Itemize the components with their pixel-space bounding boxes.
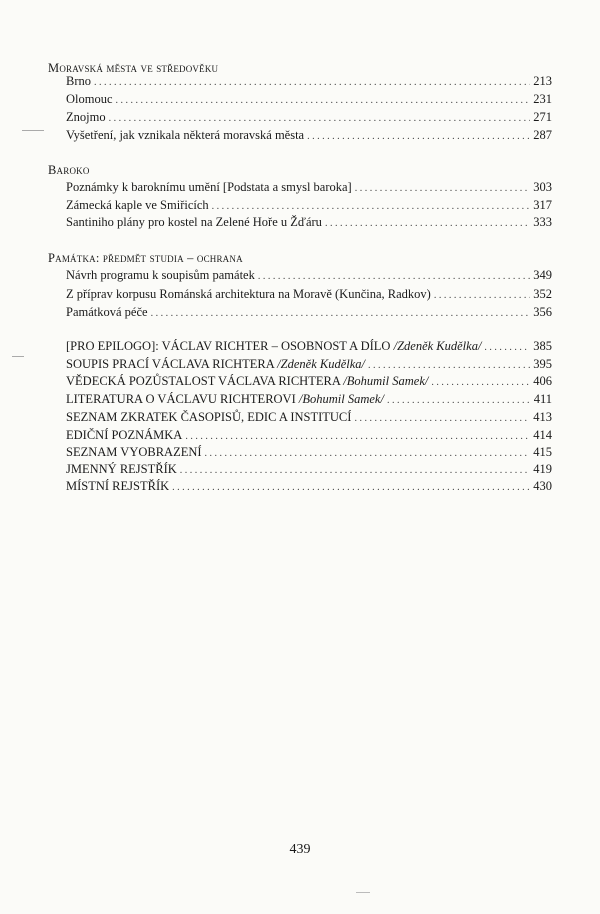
dot-leader: [151, 306, 531, 322]
toc-entry: [66, 373, 552, 391]
entry-page: 406: [533, 374, 552, 388]
dot-leader: [368, 358, 530, 374]
entry-page: 287: [533, 128, 552, 142]
entry-title: SOUPIS PRACÍ VÁCLAVA RICHTERA /Zdeněk Kudělka/: [66, 357, 365, 371]
dot-leader: [354, 411, 530, 427]
toc-entry: [66, 214, 552, 232]
entry-author: /Zdeněk Kudělka/: [277, 357, 365, 371]
dot-leader: [355, 181, 531, 197]
entry-page: 411: [533, 392, 552, 406]
entry-title: Památková péče: [66, 305, 148, 319]
toc-entry: [66, 91, 552, 109]
entry-title: Návrh programu k soupisům památek: [66, 268, 255, 282]
toc-entry: [66, 73, 552, 91]
entry-title: Z příprav korpusu Románská architektura na Moravě (Kunčina, Radkov): [66, 287, 431, 301]
entry-title: SEZNAM VYOBRAZENÍ: [66, 445, 202, 459]
entry-page: 414: [533, 428, 552, 442]
toc-entry: [66, 356, 552, 374]
entry-page: 430: [533, 479, 552, 493]
toc-entry: [66, 304, 552, 322]
entry-title: EDIČNÍ POZNÁMKA: [66, 428, 183, 442]
entry-title: Poznámky k baroknímu umění [Podstata a smysl baroka]: [66, 180, 352, 194]
entry-page: 349: [533, 268, 552, 282]
entry-page: 303: [533, 180, 552, 194]
entry-author: /Bohumil Samek/: [343, 374, 429, 388]
entry-page: 419: [533, 462, 552, 476]
entry-page: 413: [533, 410, 552, 424]
dot-leader: [258, 269, 530, 285]
entry-title: Zámecká kaple ve Smiřicích: [66, 198, 209, 212]
dot-leader: [434, 288, 530, 304]
scan-mark: [22, 130, 44, 131]
dot-leader: [116, 93, 531, 109]
dot-leader: [431, 375, 530, 391]
entry-page: 333: [533, 215, 552, 229]
dot-leader: [484, 340, 530, 356]
toc-entry: [66, 197, 552, 215]
dot-leader: [387, 393, 531, 409]
entry-title: Olomouc: [66, 92, 113, 106]
entry-title: Vyšetření, jak vznikala některá moravská města: [66, 128, 305, 142]
entry-page: 415: [533, 445, 552, 459]
toc-entry: [66, 478, 552, 496]
section-heading: Baroko: [48, 163, 90, 177]
entry-page: 271: [533, 110, 552, 124]
entry-page: 385: [533, 339, 552, 353]
entry-page: 395: [533, 357, 552, 371]
scan-mark: [12, 356, 24, 357]
toc-entry: [66, 267, 552, 285]
entry-page: 231: [533, 92, 552, 106]
dot-leader: [212, 199, 531, 215]
scan-mark: [356, 892, 370, 893]
entry-title: VĚDECKÁ POZŮSTALOST VÁCLAVA RICHTERA /Bohumil Samek/: [66, 374, 429, 388]
toc-entry: [66, 179, 552, 197]
entry-title: [PRO EPILOGO]: VÁCLAV RICHTER – OSOBNOST A DÍLO /Zdeněk Kudělka/: [66, 339, 482, 353]
dot-leader: [109, 111, 531, 127]
toc-entry: [66, 109, 552, 127]
entry-page: 352: [533, 287, 552, 301]
toc-entry: [66, 461, 552, 479]
entry-page: 213: [533, 74, 552, 88]
dot-leader: [325, 216, 530, 232]
dot-leader: [185, 429, 530, 445]
entry-author: /Bohumil Samek/: [298, 392, 384, 406]
dot-leader: [205, 446, 531, 462]
page-number: 439: [289, 842, 311, 857]
section-heading: Památka: předmět studia – ochrana: [48, 251, 243, 265]
toc-entry: [66, 409, 552, 427]
toc-entry: [66, 338, 552, 356]
dot-leader: [180, 463, 530, 479]
entry-title: Brno: [66, 74, 91, 88]
toc-entry: [66, 391, 552, 409]
toc-entry: [66, 444, 552, 462]
entry-title: Santiniho plány pro kostel na Zelené Hoře u Žďáru: [66, 215, 322, 229]
dot-leader: [307, 129, 530, 145]
entry-page: 317: [533, 198, 552, 212]
entry-title: Znojmo: [66, 110, 106, 124]
entry-title: JMENNÝ REJSTŘÍK: [66, 462, 177, 476]
toc-entry: [66, 286, 552, 304]
entry-author: /Zdeněk Kudělka/: [393, 339, 482, 353]
dot-leader: [94, 75, 530, 91]
section-heading: Moravská města ve středověku: [48, 61, 219, 75]
toc-entry: [66, 427, 552, 445]
entry-title: MÍSTNÍ REJSTŘÍK: [66, 479, 170, 493]
toc-entry: [66, 127, 552, 145]
entry-page: 356: [533, 305, 552, 319]
dot-leader: [172, 480, 530, 496]
entry-title: LITERATURA O VÁCLAVU RICHTEROVI /Bohumil Samek/: [66, 392, 384, 406]
entry-title: SEZNAM ZKRATEK ČASOPISŮ, EDIC A INSTITUCÍ: [66, 410, 352, 424]
